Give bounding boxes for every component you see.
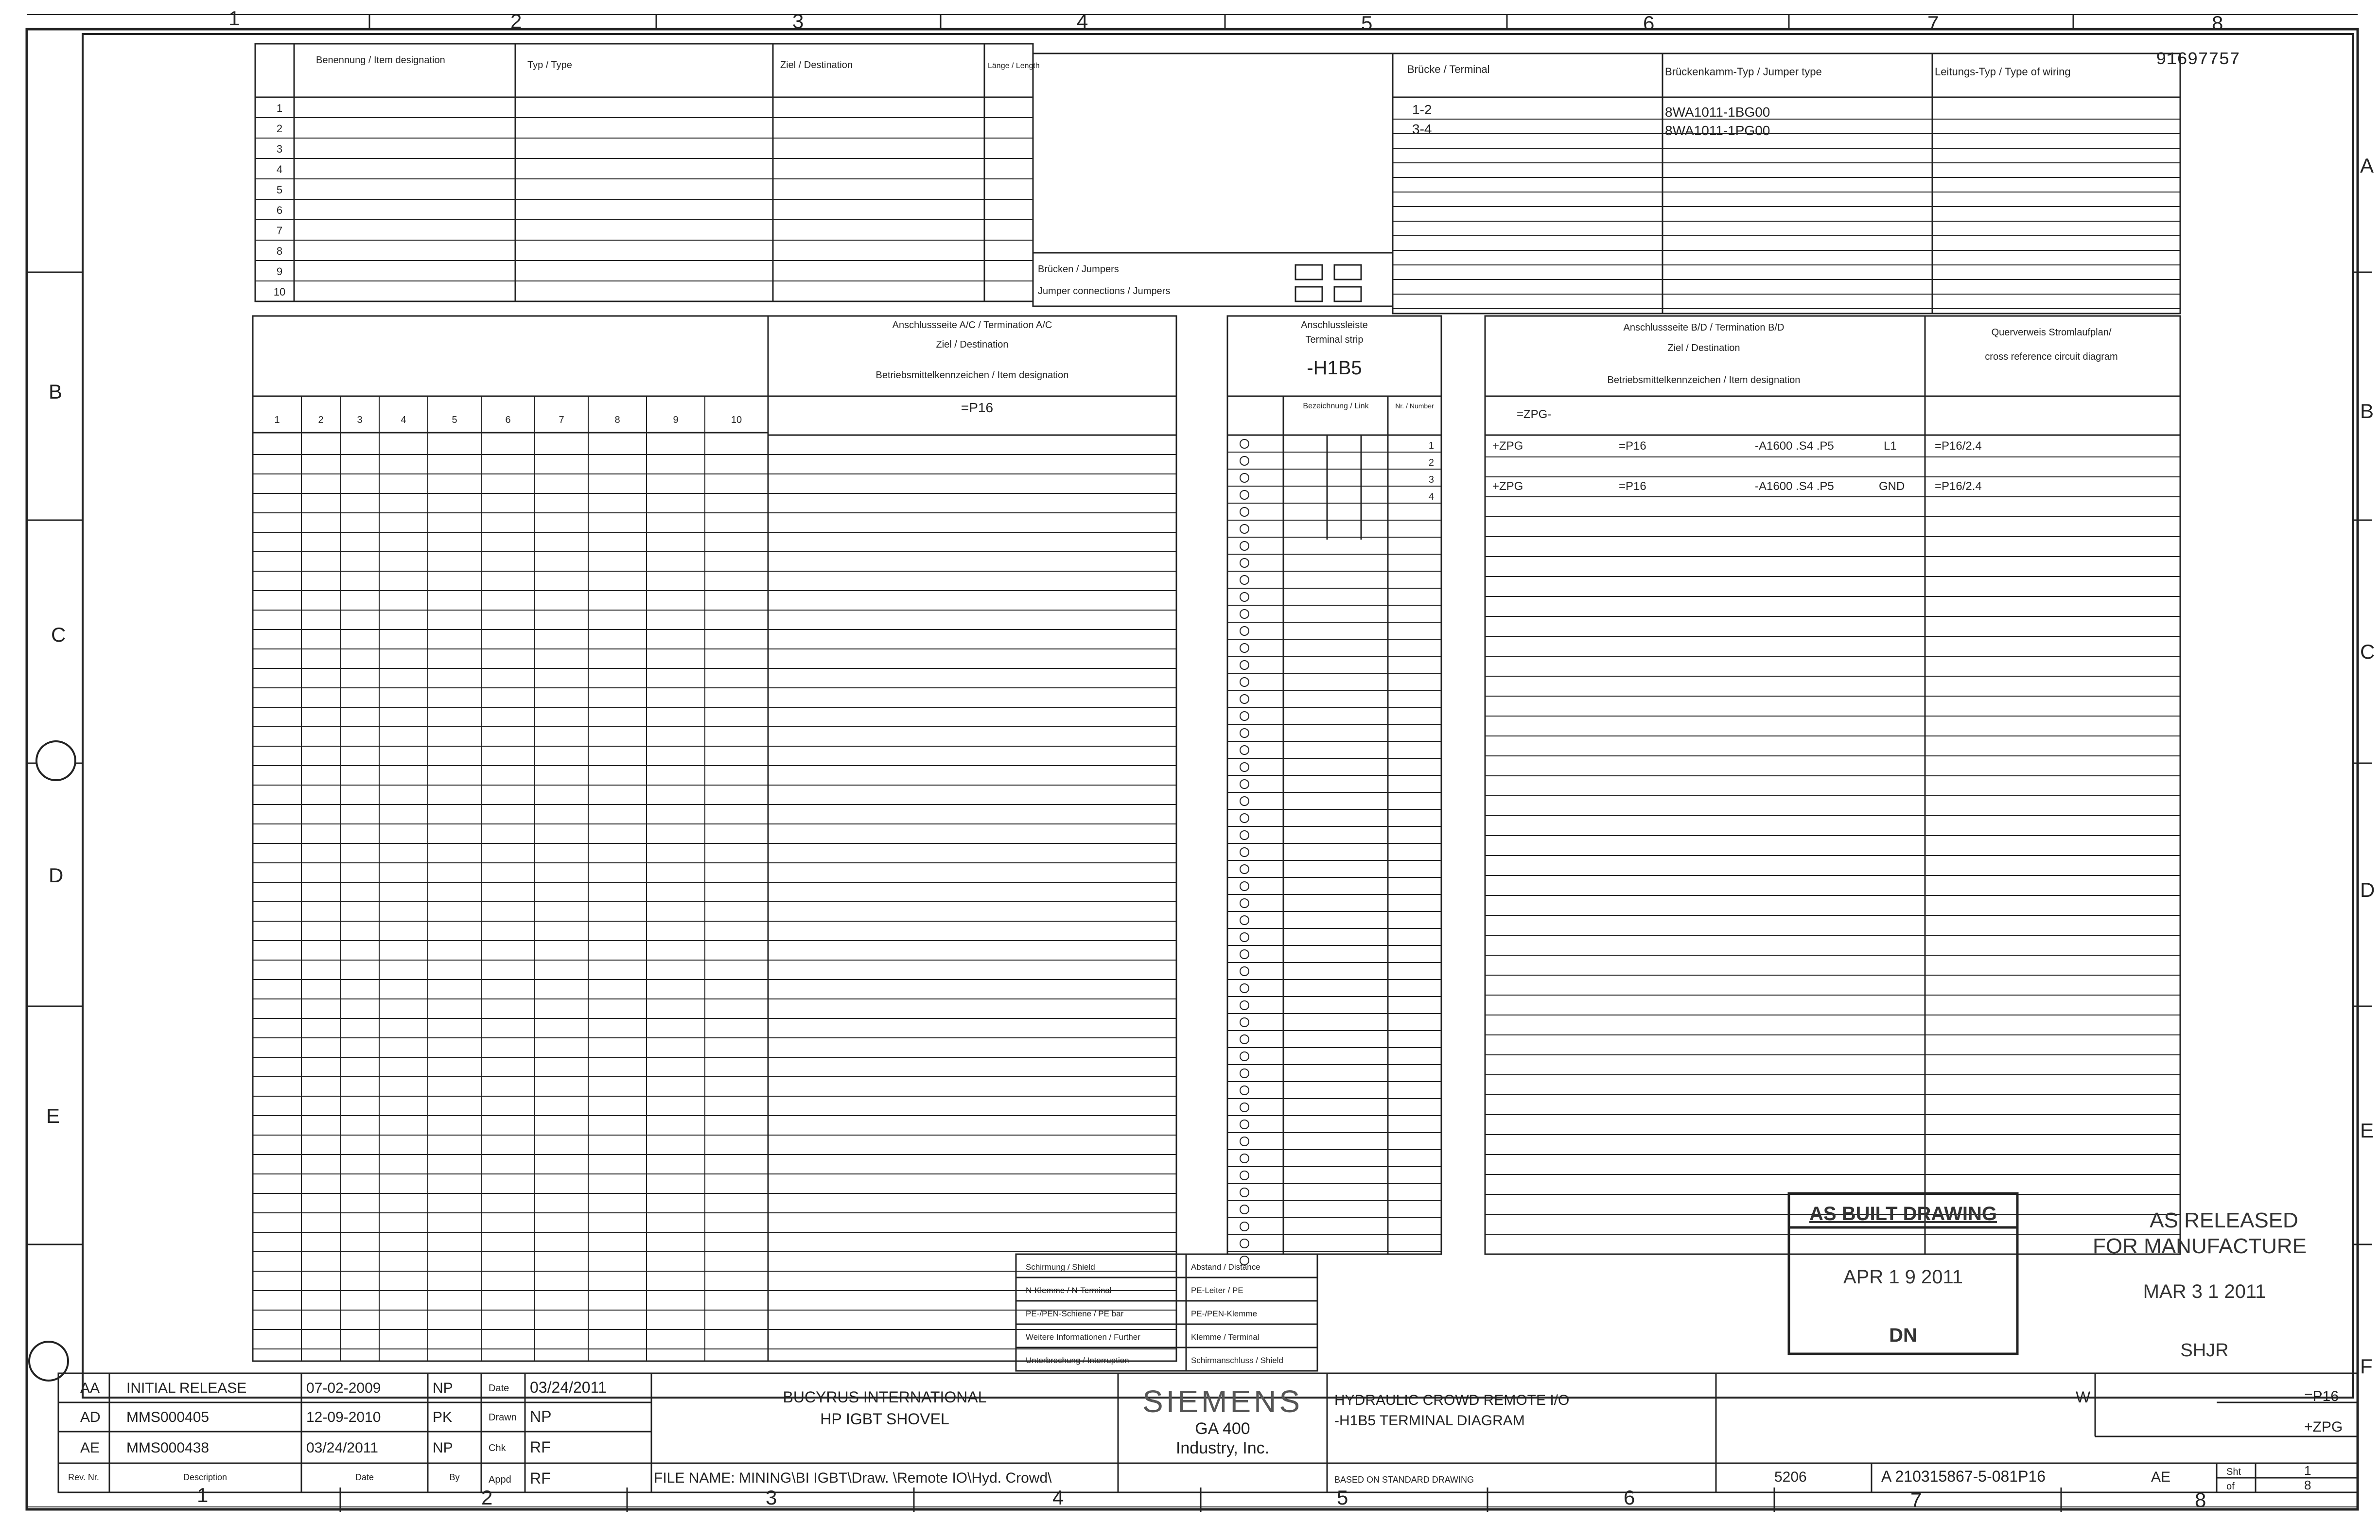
terminal-circle-icon [1240,1171,1249,1180]
side-b-head: Ziel / Destination [1667,343,1740,353]
zone-col-top: 1 [228,7,240,30]
approval-label: Drawn [489,1412,517,1423]
terminal-circle-icon [1240,542,1249,550]
terminal-circle-icon [1240,1052,1249,1061]
wire-row-number: 1 [276,102,283,114]
zone-row-right: C [2360,640,2375,663]
zone-col-bottom: 2 [481,1486,493,1509]
terminal-circle-icon [1240,1018,1249,1027]
terminal-circle-icon [1240,695,1249,703]
wire-row-number: 7 [276,225,283,237]
as-built-date: APR 1 9 2011 [1843,1266,1963,1288]
side-a-col-number: 10 [731,415,742,425]
side-b-pin: GND [1879,480,1905,493]
zone-row-right: F [2360,1355,2373,1378]
terminal-circle-icon [1240,576,1249,584]
terminal-circle-icon [1240,950,1249,959]
terminal-circle-icon [1240,1120,1249,1129]
side-a-col-number: 7 [559,415,564,425]
terminal-circle-icon [1240,746,1249,754]
terminal-circle-icon [1240,814,1249,822]
location-loc: +ZPG [2304,1419,2343,1435]
zone-row-left: E [46,1104,60,1127]
rev-desc: INITIAL RELEASE [126,1380,247,1396]
wire-row-number: 4 [276,163,283,175]
bridge-type: 8WA1011-1PG00 [1665,123,1770,138]
terminal-circle-icon [1240,1086,1249,1095]
terminal-circle-icon [1240,882,1249,891]
terminal-circle-icon [1240,559,1249,567]
side-a-value: =P16 [961,400,994,415]
terminal-circle-icon [1240,729,1249,737]
drawing-number-top: 91697757 [2156,50,2240,70]
approval-label: Chk [489,1443,506,1453]
wire-col-label: Länge / Length [988,62,1040,70]
legend-right: Abstand / Distance [1191,1262,1260,1272]
terminal-circle-icon [1240,967,1249,976]
approval-value: RF [530,1438,551,1456]
side-a-head: Ziel / Destination [936,339,1009,350]
customer-project: HP IGBT SHOVEL [820,1410,949,1428]
zone-col-bottom: 5 [1337,1486,1348,1509]
wire-row-number: 9 [276,265,283,278]
strip-terminal-number: 1 [1428,440,1434,451]
side-b-item: -A1600 .S4 .P5 [1755,439,1834,453]
side-b-value: =ZPG- [1517,408,1552,421]
zone-row-right: B [2360,400,2374,422]
side-a-col-number: 8 [614,415,620,425]
rev-desc: MMS000438 [126,1440,210,1456]
zone-col-top: 4 [1077,10,1088,33]
bridge-terminal: 1-2 [1412,102,1432,117]
side-b-item: -A1600 .S4 .P5 [1755,480,1834,493]
rev-header: Rev. Nr. [68,1472,99,1482]
released-date: MAR 3 1 2011 [2143,1281,2266,1302]
terminal-circle-icon [1240,1103,1249,1112]
zone-row-right: E [2360,1119,2374,1142]
side-a-col-number: 3 [357,415,363,425]
rev-date: 03/24/2011 [306,1440,378,1456]
punch-hole [29,1342,68,1381]
zone-col-bottom: 8 [2195,1488,2206,1511]
terminal-circle-icon [1240,439,1249,448]
terminal-circle-icon [1240,473,1249,482]
side-a-head: Betriebsmittelkennzeichen / Item designation [875,370,1069,381]
side-b-loc: +ZPG [1492,439,1523,453]
current-rev: AE [2151,1469,2171,1485]
terminal-circle-icon [1240,1001,1249,1010]
side-zone-ticks [27,272,2372,1244]
legend-right: Schirmanschluss / Shield [1191,1356,1283,1365]
side-a-col-number: 2 [318,415,324,425]
zone-col-top: 3 [792,10,804,33]
zone-row-right: D [2360,878,2375,901]
wire-row-number: 2 [276,122,283,135]
bridge-col-label: Brücke / Terminal [1407,63,1490,75]
terminal-circle-icon [1240,490,1249,499]
sheet-label: Sht [2226,1467,2241,1477]
as-built-initials: DN [1889,1325,1917,1346]
location-func: =P16 [2304,1388,2339,1404]
zone-col-bottom: 7 [1910,1488,1922,1511]
side-b-head: Betriebsmittelkennzeichen / Item designation [1607,375,1801,385]
terminal-circle-icon [1240,933,1249,942]
side-a-col-number: 6 [505,415,511,425]
drawing-title: -H1B5 TERMINAL DIAGRAM [1334,1413,1525,1429]
drawing-title: HYDRAULIC CROWD REMOTE I/O [1334,1392,1570,1408]
zone-col-top: 7 [1927,12,1939,35]
terminal-circle-icon [1240,1154,1249,1163]
legend-left: Unterbrechung / Interruption [1026,1356,1129,1365]
jumper-label: Brücken / Jumpers [1038,264,1119,275]
zone-col-bottom: 1 [197,1484,209,1506]
sheet-code: 5206 [1774,1469,1807,1485]
side-b-ref: =P16/2.4 [1935,480,1982,493]
approval-label: Appd [489,1474,511,1485]
zone-col-top: 5 [1361,12,1373,35]
approval-value: RF [530,1470,551,1487]
wire-row-number: 5 [276,184,283,196]
strip-terminal-number: 4 [1428,491,1434,502]
zone-col-top: 6 [1643,12,1655,35]
xref-head: cross reference circuit diagram [1985,351,2118,362]
terminal-circle-icon [1240,508,1249,516]
bridge-type: 8WA1011-1BG00 [1665,105,1770,120]
w-label: W [2076,1388,2091,1406]
strip-terminal-number: 3 [1428,474,1434,485]
strip-designation: -H1B5 [1307,357,1362,379]
rev-header: Description [183,1472,228,1482]
side-b-pin: L1 [1884,439,1897,453]
legend-left: Weitere Informationen / Further [1026,1332,1140,1342]
terminal-circle-icon [1240,1137,1249,1146]
side-a-head: Anschlussseite A/C / Termination A/C [892,320,1052,331]
side-a-col-number: 5 [452,415,457,425]
legend-right: Klemme / Terminal [1191,1332,1260,1342]
wire-table [255,44,1033,301]
approval-value: 03/24/2011 [530,1379,607,1396]
terminal-circle-icon [1240,644,1249,652]
terminal-circle-icon [1240,1035,1249,1044]
strip-sub: Bezeichnung / Link [1303,402,1369,410]
released-stamp-text: FOR MANUFACTURE [2093,1234,2307,1258]
jumper-label: Jumper connections / Jumpers [1038,286,1171,297]
rev-header: Date [355,1472,374,1482]
rev-nr: AA [80,1380,100,1396]
terminal-circle-icon [1240,593,1249,601]
rev-by: NP [433,1380,453,1396]
legend-right: PE-/PEN-Klemme [1191,1309,1258,1318]
of-value: 8 [2304,1478,2311,1492]
siemens-logo: SIEMENS [1142,1384,1303,1419]
terminal-circle-icon [1240,678,1249,686]
rev-date: 07-02-2009 [306,1380,381,1396]
terminal-circle-icon [1240,1188,1249,1197]
terminal-circle-icon [1240,610,1249,618]
released-stamp-text: AS RELEASED [2150,1208,2298,1232]
zone-col-top: 2 [510,10,522,33]
side-a-col-number: 1 [274,415,280,425]
side-b-func: =P16 [1619,480,1646,493]
file-name: FILE NAME: MINING\BI IGBT\Draw. \Remote IO\Hyd. Crowd\ [654,1470,1052,1486]
terminal-circle-icon [1240,627,1249,635]
legend-left: Schirmung / Shield [1026,1262,1095,1272]
wire-row-number: 8 [276,245,283,257]
zone-row-left: B [49,380,63,403]
wire-row-number: 10 [273,286,286,298]
side-b-ref: =P16/2.4 [1935,439,1982,453]
zone-row-right: A [2360,154,2374,177]
wire-col-label: Benennung / Item designation [316,55,445,66]
strip-terminal-number: 2 [1428,457,1434,468]
strip-head: Terminal strip [1305,334,1364,345]
approval-label: Date [489,1383,509,1394]
terminal-circle-icon [1240,899,1249,908]
wire-col-label: Typ / Type [527,60,572,70]
terminal-circle-icon [1240,763,1249,771]
terminal-circle-icon [1240,1205,1249,1214]
rev-desc: MMS000405 [126,1409,210,1425]
zone-row-left: D [49,864,64,887]
legend-left: PE-/PEN-Schiene / PE bar [1026,1309,1124,1318]
wire-row-number: 6 [276,204,283,216]
drawing-basis: BASED ON STANDARD DRAWING [1334,1475,1474,1485]
xref-head: Querverweis Stromlaufplan/ [1991,327,2112,338]
company-line: GA 400 [1195,1419,1250,1438]
terminal-circle-icon [1240,831,1249,840]
rev-nr: AE [80,1440,100,1456]
side-a-col-number: 4 [401,415,406,425]
bridge-terminal: 3-4 [1412,122,1432,137]
bridge-col-label: Leitungs-Typ / Type of wiring [1935,66,2071,78]
terminal-strip-table [1227,316,1441,1254]
zone-col-bottom: 3 [766,1486,777,1509]
terminal-circle-icon [1240,661,1249,669]
terminal-circle-icon [1240,780,1249,788]
wire-row-number: 3 [276,143,283,155]
zone-row-left: C [51,623,66,646]
side-b-func: =P16 [1619,439,1646,453]
wire-col-label: Ziel / Destination [780,60,853,70]
terminal-circle-icon [1240,797,1249,805]
rev-by: NP [433,1440,453,1456]
bridge-table [1393,53,2180,314]
punch-hole [36,741,75,780]
terminal-circle-icon [1240,1222,1249,1231]
zone-col-bottom: 6 [1624,1486,1635,1509]
strip-head: Anschlussleiste [1301,320,1368,331]
rev-nr: AD [80,1409,101,1425]
terminal-circle-icon [1240,916,1249,925]
of-label: of [2226,1481,2235,1492]
zone-col-top: 8 [2212,12,2223,35]
rev-date: 12-09-2010 [306,1409,381,1425]
rev-header: By [449,1472,460,1482]
sheet-value: 1 [2304,1463,2311,1478]
terminal-circle-icon [1240,456,1249,465]
legend-right: PE-Leiter / PE [1191,1286,1243,1295]
drawing-number: A 210315867-5-081P16 [1881,1468,2046,1485]
top-zone-ticks [27,15,2358,29]
side-a-table [253,316,1176,1361]
terminal-circle-icon [1240,712,1249,720]
terminal-circle-icon [1240,984,1249,993]
terminal-circle-icon [1240,1069,1249,1078]
side-a-col-number: 9 [673,415,679,425]
terminal-circle-icon [1240,1239,1249,1248]
side-b-loc: +ZPG [1492,480,1523,493]
customer-name: BUCYRUS INTERNATIONAL [783,1388,987,1406]
strip-sub: Nr. / Number [1395,402,1434,410]
approval-value: NP [530,1408,552,1425]
as-built-stamp-text: AS BUILT DRAWING [1809,1203,1997,1225]
released-initials: SHJR [2180,1340,2229,1361]
terminal-circle-icon [1240,525,1249,533]
terminal-circle-icon [1240,848,1249,857]
bridge-col-label: Brückenkamm-Typ / Jumper type [1665,66,1822,78]
rev-by: PK [433,1409,453,1425]
company-line: Industry, Inc. [1175,1439,1270,1457]
legend-left: N-Klemme / N-Terminal [1026,1286,1112,1295]
terminal-circle-icon [1240,865,1249,874]
zone-col-bottom: 4 [1052,1486,1064,1509]
side-b-head: Anschlussseite B/D / Termination B/D [1623,322,1785,333]
